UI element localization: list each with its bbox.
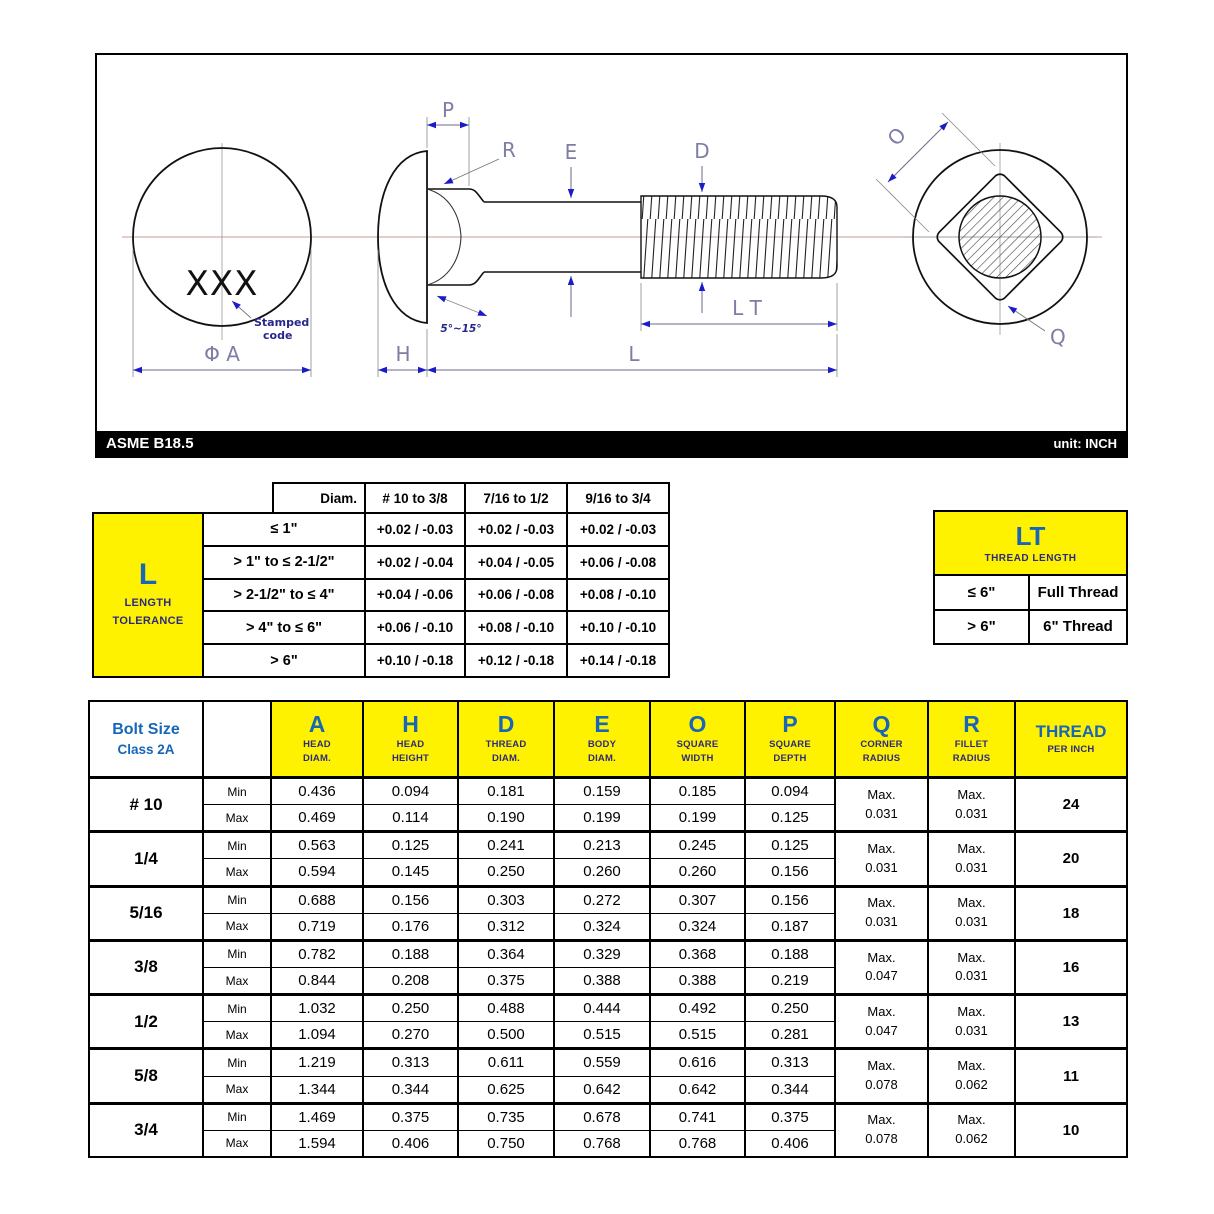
cell: 0.611	[459, 1050, 553, 1075]
max-label: Max	[204, 1077, 270, 1102]
col-header-d: D THREAD DIAM.	[459, 702, 553, 776]
cell: +0.10 / -0.18	[366, 645, 464, 676]
corner-radius-cell: Max. 0.047	[836, 942, 927, 993]
cell: 0.245	[651, 833, 744, 858]
thread-per-inch-cell: 18	[1016, 888, 1126, 939]
cell: +0.02 / -0.03	[568, 514, 668, 545]
table-row	[90, 888, 1126, 939]
thread-per-inch-cell: 13	[1016, 996, 1126, 1047]
cell: 0.388	[555, 968, 649, 993]
cell: 0.250	[459, 859, 553, 884]
dim-label-r: R	[502, 138, 516, 162]
length-tolerance-letter: L	[138, 557, 158, 591]
cell: 0.187	[746, 914, 834, 939]
cell: 0.844	[272, 968, 362, 993]
tol-range: > 2-1/2" to ≤ 4"	[204, 580, 364, 611]
cell: 0.125	[746, 805, 834, 830]
cell: 0.559	[555, 1050, 649, 1075]
cell: 0.436	[272, 779, 362, 804]
thread-length-letter: LT	[1015, 520, 1046, 551]
cell: +0.08 / -0.10	[568, 580, 668, 611]
bolt-size: 3/8	[90, 942, 202, 993]
cell: 0.208	[364, 968, 457, 993]
tol-range: > 6"	[204, 645, 364, 676]
fillet-radius-cell: Max. 0.031	[929, 996, 1014, 1047]
cell: 0.324	[651, 914, 744, 939]
min-label: Min	[204, 996, 270, 1021]
fillet-radius-cell: Max. 0.062	[929, 1105, 1014, 1156]
bolt-size: 1/2	[90, 996, 202, 1047]
title-bar	[97, 431, 1126, 456]
cell: 0.375	[364, 1105, 457, 1130]
bolt-side-view	[378, 98, 837, 377]
col-header-p: P SQUARE DEPTH	[746, 702, 834, 776]
cell: 0.185	[651, 779, 744, 804]
tol-col-header: 9/16 to 3/4	[568, 484, 668, 512]
dim-label-p: P	[441, 98, 455, 122]
col-header-q: Q CORNER RADIUS	[836, 702, 927, 776]
minmax-header	[204, 702, 270, 776]
thread-per-inch-cell: 20	[1016, 833, 1126, 884]
cell: 0.250	[364, 996, 457, 1021]
thread-section	[641, 196, 837, 278]
tolerance-header-row	[272, 482, 670, 514]
col-header-h: H HEAD HEIGHT	[364, 702, 457, 776]
cell: 0.368	[651, 942, 744, 967]
cell: 0.094	[364, 779, 457, 804]
tol-range: ≤ 1"	[204, 514, 364, 545]
cell: 0.388	[651, 968, 744, 993]
fillet-radius-cell: Max. 0.031	[929, 942, 1014, 993]
min-label: Min	[204, 833, 270, 858]
cell: 0.281	[746, 1022, 834, 1047]
tol-range: > 4" to ≤ 6"	[204, 612, 364, 643]
dimension-table	[88, 700, 1128, 1158]
lt-range: > 6"	[935, 611, 1028, 644]
cell: 0.156	[746, 859, 834, 884]
cell: 0.375	[459, 968, 553, 993]
cell: +0.02 / -0.03	[366, 514, 464, 545]
head-top-view	[133, 143, 311, 377]
drawing-panel	[95, 53, 1128, 458]
table-row	[90, 942, 1126, 993]
table-row	[90, 1105, 1126, 1156]
corner-radius-cell: Max. 0.031	[836, 833, 927, 884]
dim-label-d: D	[694, 139, 710, 163]
dimension-table-header	[90, 702, 1126, 776]
cell: 0.782	[272, 942, 362, 967]
lt-value: 6" Thread	[1030, 611, 1126, 644]
cell: 0.159	[555, 779, 649, 804]
cell: 0.406	[746, 1131, 834, 1156]
dim-label-q: Q	[1050, 325, 1066, 349]
cell: 1.032	[272, 996, 362, 1021]
cell: +0.08 / -0.10	[466, 612, 566, 643]
cell: 0.344	[364, 1077, 457, 1102]
bolt-size: 3/4	[90, 1105, 202, 1156]
thread-length-table	[933, 510, 1128, 645]
dim-label-lt: L T	[732, 296, 762, 320]
lt-value: Full Thread	[1030, 576, 1126, 609]
cell: +0.10 / -0.10	[568, 612, 668, 643]
corner-radius-cell: Max. 0.078	[836, 1050, 927, 1101]
tol-col-header: # 10 to 3/8	[366, 484, 464, 512]
corner-radius-cell: Max. 0.078	[836, 1105, 927, 1156]
fillet-radius-cell: Max. 0.062	[929, 1050, 1014, 1101]
cell: 0.469	[272, 805, 362, 830]
cell: 0.625	[459, 1077, 553, 1102]
cell: +0.04 / -0.05	[466, 547, 566, 578]
cell: 0.125	[364, 833, 457, 858]
table-row	[90, 779, 1126, 830]
cell: 0.199	[555, 805, 649, 830]
cell: 0.719	[272, 914, 362, 939]
cell: +0.02 / -0.03	[466, 514, 566, 545]
dim-label-l: L	[628, 342, 640, 366]
dim-label-e: E	[564, 140, 578, 164]
col-header-e: E BODY DIAM.	[555, 702, 649, 776]
max-label: Max	[204, 968, 270, 993]
cell: +0.14 / -0.18	[568, 645, 668, 676]
cell: 0.190	[459, 805, 553, 830]
cell: 0.260	[651, 859, 744, 884]
cell: 0.270	[364, 1022, 457, 1047]
cell: 0.272	[555, 888, 649, 913]
cell: 0.406	[364, 1131, 457, 1156]
cell: 0.188	[364, 942, 457, 967]
min-label: Min	[204, 1105, 270, 1130]
bolt-size: 1/4	[90, 833, 202, 884]
max-label: Max	[204, 1022, 270, 1047]
cell: 0.312	[459, 914, 553, 939]
cell: 0.329	[555, 942, 649, 967]
cell: 0.515	[555, 1022, 649, 1047]
cell: 0.313	[364, 1050, 457, 1075]
bolt-size: 5/8	[90, 1050, 202, 1101]
cell: 0.594	[272, 859, 362, 884]
cell: 0.688	[272, 888, 362, 913]
cell: 0.156	[746, 888, 834, 913]
thread-per-inch-cell: 11	[1016, 1050, 1126, 1101]
cell: 0.488	[459, 996, 553, 1021]
thread-length-title	[935, 512, 1126, 574]
cell: 0.563	[272, 833, 362, 858]
length-tolerance-sub: LENGTH TOLERANCE	[112, 596, 184, 627]
cell: +0.04 / -0.06	[366, 580, 464, 611]
tolerance-table-body	[202, 512, 670, 678]
cell: 0.768	[651, 1131, 744, 1156]
min-label: Min	[204, 779, 270, 804]
angle-note: 5°~15°	[440, 323, 482, 335]
cell: +0.06 / -0.08	[466, 580, 566, 611]
cell: 0.492	[651, 996, 744, 1021]
max-label: Max	[204, 859, 270, 884]
max-label: Max	[204, 805, 270, 830]
cell: 0.307	[651, 888, 744, 913]
col-header-thread: THREAD PER INCH	[1016, 702, 1126, 776]
cell: 0.375	[746, 1105, 834, 1130]
dim-label-phi-a: Φ A	[204, 342, 240, 366]
thread-per-inch-cell: 16	[1016, 942, 1126, 993]
cell: 0.616	[651, 1050, 744, 1075]
diam-header: Diam.	[274, 484, 364, 512]
cell: 0.515	[651, 1022, 744, 1047]
shank-section-hatched	[959, 196, 1041, 278]
cell: 0.741	[651, 1105, 744, 1130]
dim-label-o: O	[882, 122, 911, 151]
dim-label-h: H	[395, 342, 411, 366]
cell: 1.094	[272, 1022, 362, 1047]
cell: 0.642	[555, 1077, 649, 1102]
table-row	[90, 833, 1126, 884]
cell: 0.260	[555, 859, 649, 884]
cell: 0.219	[746, 968, 834, 993]
cell: 1.219	[272, 1050, 362, 1075]
cell: 0.678	[555, 1105, 649, 1130]
cell: 0.324	[555, 914, 649, 939]
cell: +0.02 / -0.04	[366, 547, 464, 578]
unit-label: unit: INCH	[1053, 436, 1117, 451]
cell: +0.06 / -0.10	[366, 612, 464, 643]
bolt-size: 5/16	[90, 888, 202, 939]
stamp-text: XXX	[185, 264, 259, 304]
max-label: Max	[204, 1131, 270, 1156]
thread-per-inch-cell: 24	[1016, 779, 1126, 830]
fillet-radius-cell: Max. 0.031	[929, 779, 1014, 830]
max-label: Max	[204, 914, 270, 939]
min-label: Min	[204, 888, 270, 913]
cell: 0.444	[555, 996, 649, 1021]
corner-radius-cell: Max. 0.047	[836, 996, 927, 1047]
cell: 0.250	[746, 996, 834, 1021]
head-bottom-view	[876, 113, 1097, 349]
table-row	[90, 996, 1126, 1047]
col-header-r: R FILLET RADIUS	[929, 702, 1014, 776]
fillet-radius-cell: Max. 0.031	[929, 888, 1014, 939]
cell: 0.199	[651, 805, 744, 830]
length-tolerance-title	[92, 512, 204, 678]
cell: 0.114	[364, 805, 457, 830]
standard-label: ASME B18.5	[106, 435, 194, 452]
bolt-size: # 10	[90, 779, 202, 830]
cell: 1.469	[272, 1105, 362, 1130]
thread-per-inch-cell: 10	[1016, 1105, 1126, 1156]
lt-range: ≤ 6"	[935, 576, 1028, 609]
cell: 1.344	[272, 1077, 362, 1102]
cell: 0.313	[746, 1050, 834, 1075]
cell: 0.125	[746, 833, 834, 858]
col-header-o: O SQUARE WIDTH	[651, 702, 744, 776]
cell: +0.12 / -0.18	[466, 645, 566, 676]
cell: 0.735	[459, 1105, 553, 1130]
cell: 0.094	[746, 779, 834, 804]
fillet-radius-cell: Max. 0.031	[929, 833, 1014, 884]
tol-col-header: 7/16 to 1/2	[466, 484, 566, 512]
cell: 0.364	[459, 942, 553, 967]
tol-range: > 1" to ≤ 2-1/2"	[204, 547, 364, 578]
cell: 0.241	[459, 833, 553, 858]
cell: 0.213	[555, 833, 649, 858]
cell: 0.156	[364, 888, 457, 913]
corner-radius-cell: Max. 0.031	[836, 888, 927, 939]
min-label: Min	[204, 1050, 270, 1075]
cell: 0.188	[746, 942, 834, 967]
cell: 0.750	[459, 1131, 553, 1156]
cell: 0.768	[555, 1131, 649, 1156]
carriage-bolt-drawing	[97, 55, 1126, 431]
cell: 0.642	[651, 1077, 744, 1102]
cell: 1.594	[272, 1131, 362, 1156]
bolt-size-header: Bolt Size Class 2A	[90, 702, 202, 776]
cell: 0.303	[459, 888, 553, 913]
cell: 0.176	[364, 914, 457, 939]
thread-length-sub: THREAD LENGTH	[984, 552, 1077, 564]
corner-radius-cell: Max. 0.031	[836, 779, 927, 830]
cell: 0.500	[459, 1022, 553, 1047]
stamped-code-label2: code	[263, 329, 293, 342]
stamped-code-label: Stamped	[254, 316, 310, 329]
cell: 0.181	[459, 779, 553, 804]
table-row	[90, 1050, 1126, 1101]
cell: 0.344	[746, 1077, 834, 1102]
col-header-a: A HEAD DIAM.	[272, 702, 362, 776]
min-label: Min	[204, 942, 270, 967]
cell: 0.145	[364, 859, 457, 884]
cell: +0.06 / -0.08	[568, 547, 668, 578]
